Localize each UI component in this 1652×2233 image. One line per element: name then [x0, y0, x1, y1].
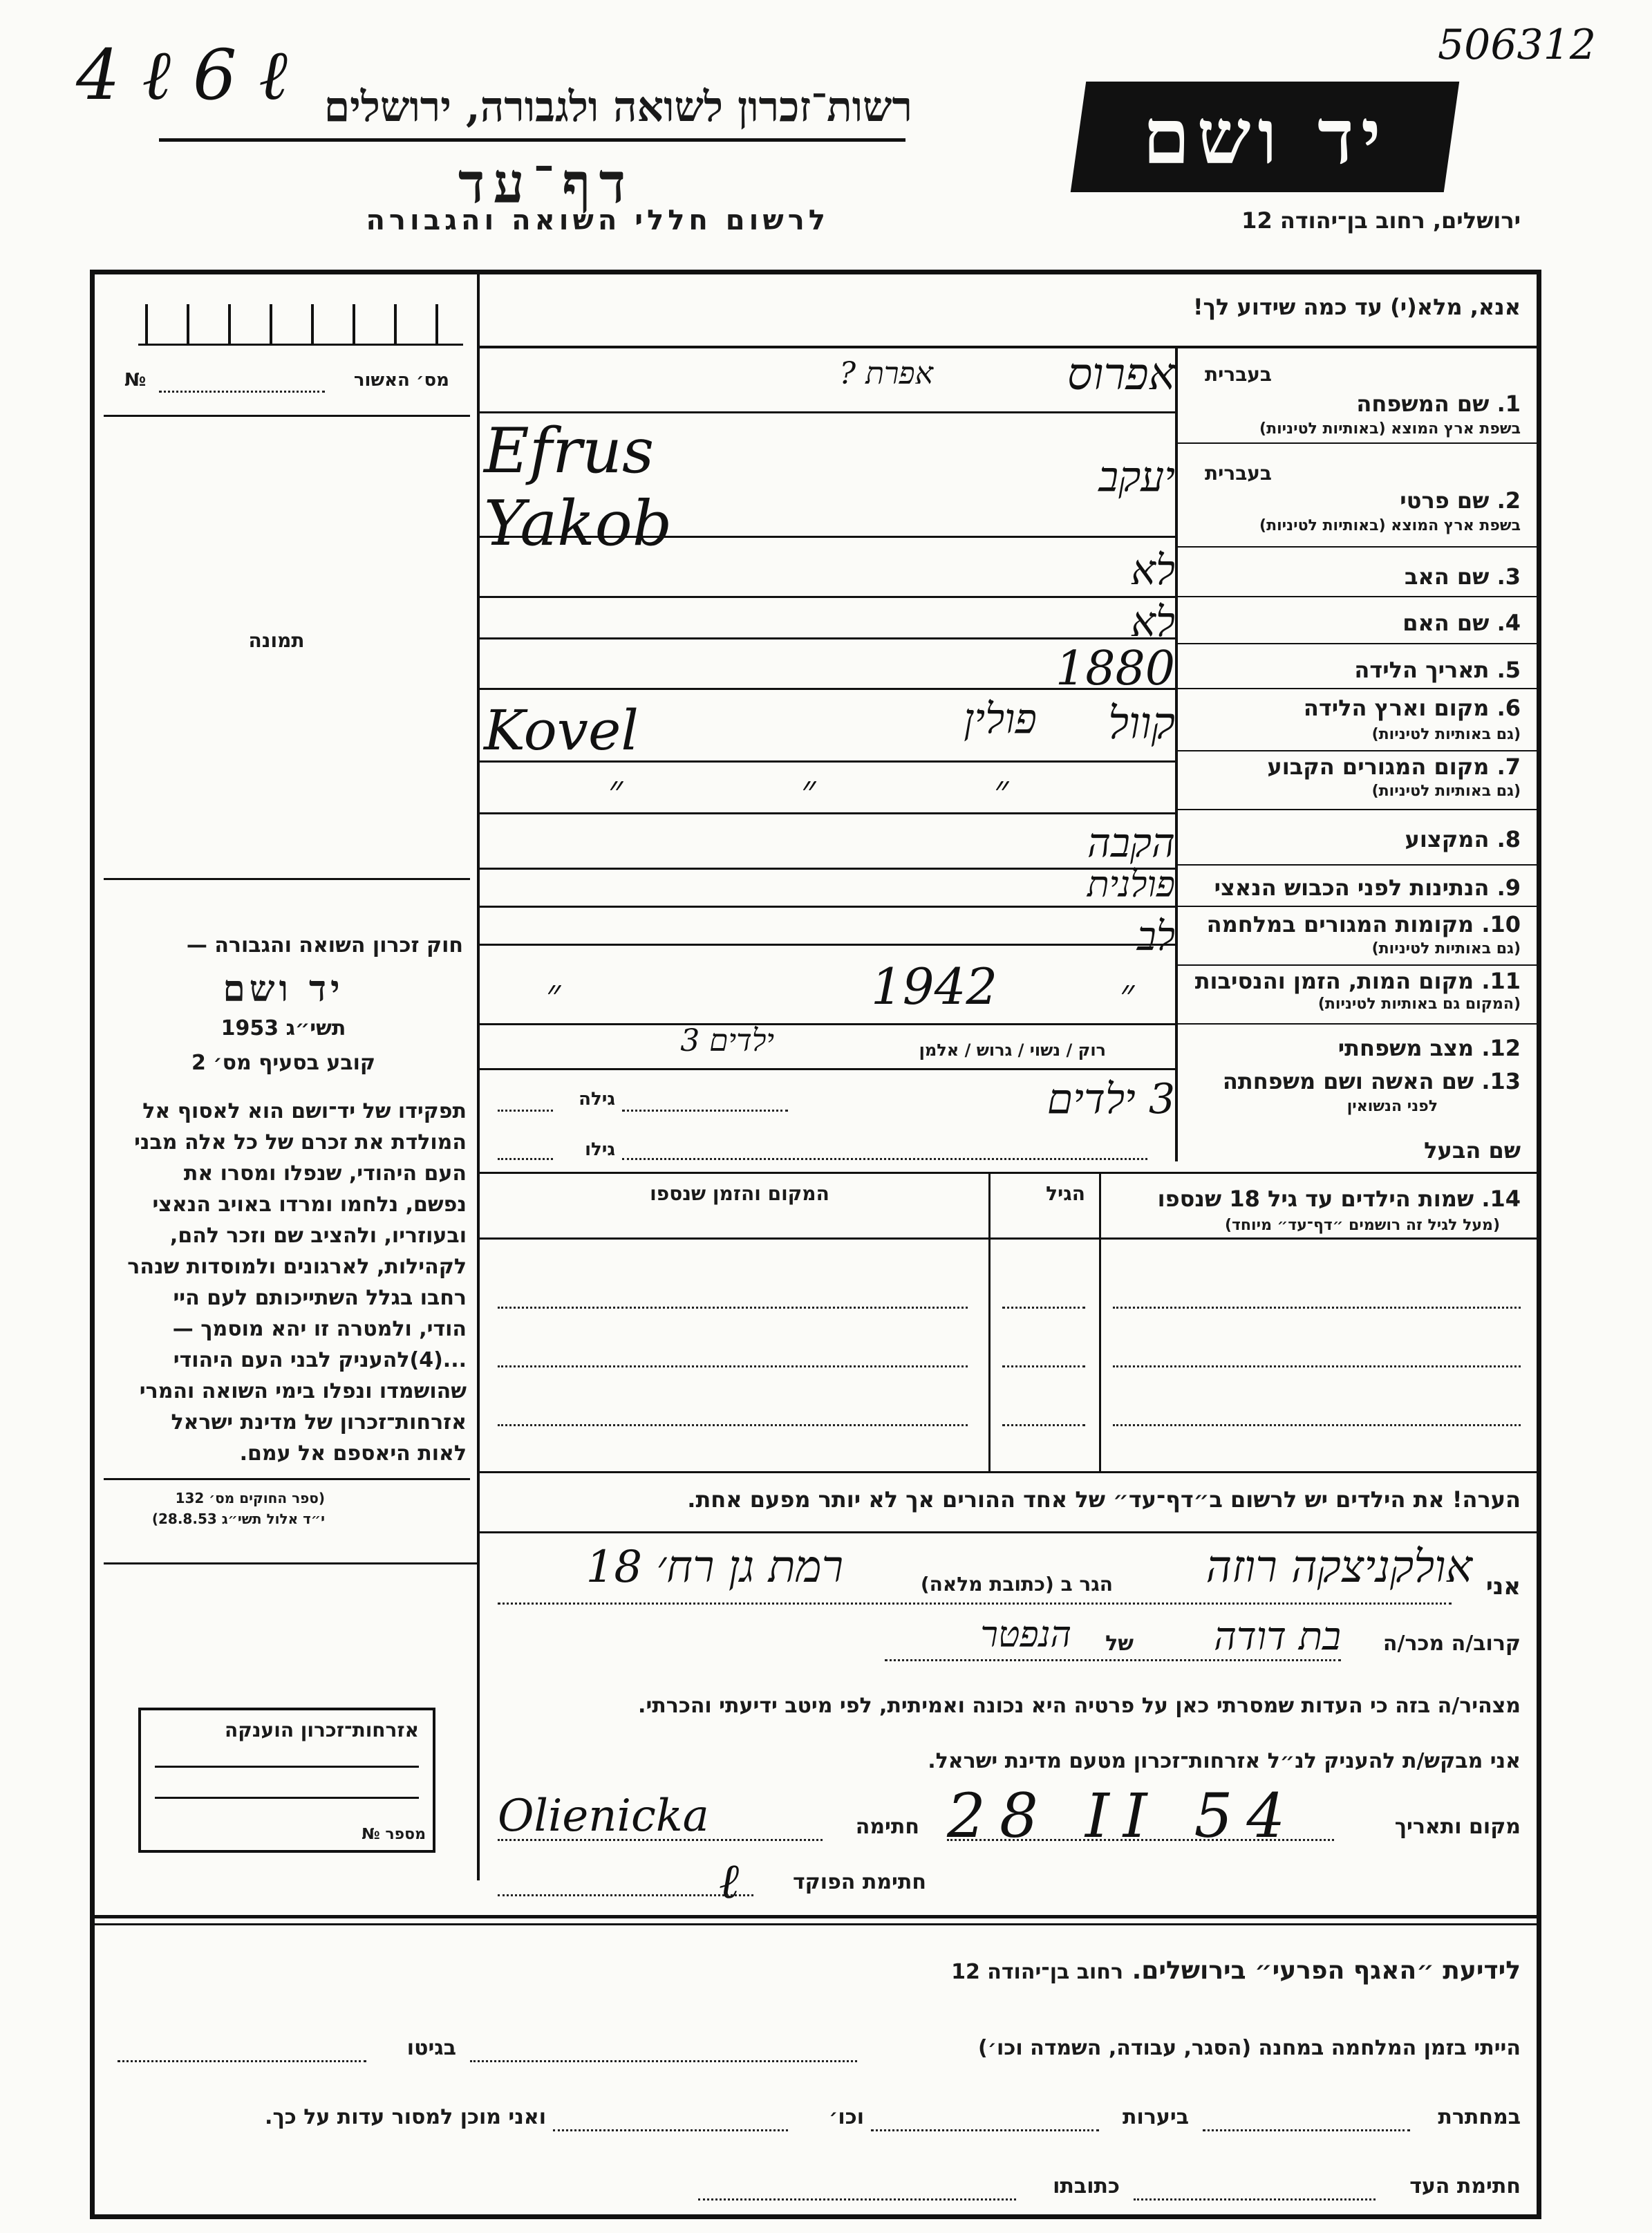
footer-line-1: הייתי בזמן המלחמה במחנה (הסגר, עבודה, השמדה וכו׳)	[978, 2036, 1521, 2060]
relation-value[interactable]: בת דודה	[1214, 1614, 1341, 1659]
child-age-field[interactable]	[1002, 1307, 1085, 1309]
label-row-line	[1175, 1023, 1541, 1025]
law-title: חוק זכרון השואה והגבורה —	[186, 933, 463, 957]
children-note: הערה! את הילדים יש לרשום ב״דף־עד״ של אחד ההורים אך לא יותר מפעם אחת.	[687, 1486, 1521, 1513]
footer-address: רחוב בן־יהודה 12	[951, 1960, 1124, 1984]
label-row-line	[1175, 864, 1541, 866]
law-text-line: ובעוזריו, ולהציב שם וזכר להם,	[169, 1224, 467, 1248]
law-text	[104, 1096, 467, 1469]
law-text-line: המולדת את זכרם של כל אלה מבני	[134, 1130, 467, 1155]
law-text-line: שהושמדו ונפלו בימי השואה והמרי	[139, 1379, 467, 1403]
wife-age-label: גילה	[579, 1089, 615, 1110]
field-13-sublabel: לפני הנשואין	[1346, 1098, 1438, 1115]
field-8-value[interactable]: הקבה	[1087, 819, 1175, 866]
field-7-label: 7. מקום המגורים הקבוע	[1267, 754, 1521, 780]
institution-underline	[159, 138, 905, 142]
children-col-divider	[988, 1174, 991, 1471]
field-10-label: 10. מקומות המגורים במלחמה	[1206, 911, 1521, 937]
registration-label: מס׳ האשור	[353, 370, 449, 391]
underground-field[interactable]	[1203, 2129, 1410, 2131]
field-4-label: 4. שם האם	[1402, 610, 1521, 636]
ready-text: ואני מוכן למסור עדות על כך.	[265, 2105, 546, 2129]
label-row-line	[1175, 809, 1541, 810]
field-6-city[interactable]: קוול	[1108, 698, 1175, 749]
child-age-field[interactable]	[1002, 1365, 1085, 1367]
form-title: דף־עד	[458, 151, 635, 216]
row-line	[480, 812, 1175, 814]
law-text-line: רחבו בגלל השתייכותם לעם היי	[173, 1286, 467, 1310]
hebrew-tag-2: בעברית	[1204, 462, 1272, 485]
children-age-header: הגיל	[1046, 1182, 1085, 1205]
declaration-i-label: אני	[1485, 1573, 1521, 1600]
photo-label: תמונה	[248, 629, 305, 652]
field-2-label: 2. שם פרטי	[1400, 487, 1521, 514]
field-13-value[interactable]: 3 ילדים	[1046, 1075, 1175, 1123]
footer-title	[691, 1956, 1521, 1985]
place-date-value[interactable]: 28 II 54	[947, 1780, 1299, 1851]
children-place-header: המקום והזמן שנספו	[650, 1182, 829, 1205]
law-name: יד ושם	[223, 968, 344, 1010]
institution-address: ירושלים, רחוב בן־יהודה 12	[1241, 207, 1521, 234]
field-2-hebrew-value[interactable]: יעקב	[1098, 453, 1175, 501]
hebrew-tag-1: בעברית	[1204, 363, 1272, 386]
law-year-hebrew: תשי״ג	[285, 1016, 346, 1040]
field-10-sublabel: (גם באותיות לטיניות)	[1371, 940, 1521, 957]
witness-signature-field[interactable]	[1134, 2198, 1376, 2201]
field-6-latin[interactable]: Kovel	[484, 698, 639, 763]
resident-label: הגר ב (כתובת מלאה)	[920, 1573, 1113, 1596]
registration-number-symbol: №	[124, 370, 147, 391]
label-row-line	[1175, 546, 1541, 548]
law-clause: קובע בסעיף מס׳ 2	[191, 1051, 376, 1075]
field-6-label: 6. מקום וארץ הלידה	[1303, 695, 1521, 721]
of-label: של	[1105, 1632, 1134, 1656]
footer-title-text: לידיעת ״האגף הפרעי״ בירושלים.	[1132, 1956, 1521, 1985]
witness-signature[interactable]: Olienicka	[498, 1791, 709, 1842]
row-line	[480, 906, 1175, 908]
place-date-line	[947, 1839, 1334, 1841]
child-place-field[interactable]	[498, 1424, 968, 1426]
field-14-sublabel: (מעל לגיל זה רושמים ״דף־עד״ מיוחד)	[1224, 1217, 1500, 1234]
field-9-value[interactable]: פולנית	[1087, 864, 1175, 906]
field-14-label: 14. שמות הילדים עד גיל 18 שנספו	[1157, 1186, 1521, 1212]
etc-label: וכו׳	[829, 2105, 864, 2129]
handwritten-archive-mark: 4 ℓ 6 ℓ	[76, 35, 288, 115]
photo-divider	[104, 878, 470, 880]
child-place-field[interactable]	[498, 1365, 968, 1367]
wife-name-field[interactable]	[622, 1110, 788, 1112]
label-column-divider	[1175, 346, 1178, 1161]
row-line	[480, 411, 1175, 413]
official-signature-label: חתימת הפוקד	[793, 1870, 926, 1894]
field-12-label: 12. מצב משפחתי	[1337, 1035, 1521, 1061]
child-name-field[interactable]	[1113, 1365, 1521, 1367]
yad-vashem-logo	[1071, 82, 1459, 192]
note-top-line	[480, 1471, 1541, 1473]
law-text-line: העם היהודי, שנפלו ומסרו את	[183, 1161, 467, 1186]
underground-label: במחתרת	[1438, 2105, 1521, 2129]
address-label: כתובתו	[1053, 2174, 1120, 2198]
law-year-number: 1953	[220, 1016, 279, 1040]
witness-line	[498, 1603, 1452, 1605]
citizenship-box-number: מספר №	[362, 1826, 426, 1843]
official-signature-line[interactable]	[498, 1894, 753, 1896]
field-1-label: 1. שם המשפחה	[1356, 391, 1521, 417]
ghetto-field[interactable]	[118, 2060, 366, 2062]
institution-name: רשות־זכרון לשואה ולגבורה, ירושלים	[323, 83, 912, 131]
child-age-field[interactable]	[1002, 1424, 1085, 1426]
field-11-year[interactable]: 1942	[871, 957, 998, 1016]
law-year	[104, 1016, 463, 1040]
field-5-label: 5. תאריך הלידה	[1354, 657, 1521, 683]
husband-age-label: גילו	[585, 1139, 615, 1160]
children-header-line	[480, 1237, 1541, 1240]
signature-label: חתימה	[855, 1815, 919, 1839]
witness-signature-label: חתימת העד	[1409, 2174, 1521, 2198]
declaration-text: מצהיר/ה בזה כי העדות שמסרתי כאן על פרטיה היא נכונה ואמיתית, לפי מיטב ידיעתי והכרתי.	[638, 1694, 1521, 1718]
footer-divider	[90, 1915, 1541, 1918]
official-signature-mark: ℓ	[719, 1853, 740, 1909]
intro-divider	[477, 346, 1541, 348]
request-text: אני מבקש/ת להעניק לנ״ל אזרחות־זכרון מטעם מדינת ישראל.	[928, 1749, 1521, 1773]
law-text-line: הודי, ולמטרה זו יהא מוסמך —	[172, 1317, 467, 1341]
field-11-ditto: ״	[1120, 971, 1135, 1016]
law-text-line: לקהילות, לארגונים ולמוסדות שנהר	[127, 1255, 467, 1279]
field-5-value[interactable]: 1880	[1055, 642, 1175, 696]
relation-line	[885, 1659, 1341, 1661]
citizenship-line	[155, 1766, 419, 1768]
field-10-value[interactable]: לב	[1136, 913, 1175, 960]
note-bottom-line	[480, 1531, 1541, 1533]
field-1-hebrew-value[interactable]: אפרוס	[1067, 349, 1175, 400]
citizenship-line	[155, 1797, 419, 1799]
law-reference-2: י״ד אלול תשי״ג 28.8.53)	[151, 1511, 325, 1527]
field-2-latin-value[interactable]: Yakob	[484, 487, 673, 560]
citizenship-box-title: אזרחות־זכרון הוענקה	[225, 1719, 419, 1741]
forests-label: ביערות	[1123, 2105, 1189, 2129]
field-1-sublabel: בשפת ארץ המוצא (באותיות לטיניות)	[1259, 420, 1521, 438]
field-11-ditto: ״	[546, 971, 561, 1016]
handwritten-document-number: 506312	[1438, 21, 1597, 69]
field-4-value[interactable]: לא	[1130, 598, 1175, 646]
law-text-line: נפשם, נלחמו ומרדו באויב הנאצי	[152, 1193, 467, 1217]
field-6-country[interactable]: פולין	[964, 695, 1037, 743]
children-col-divider	[1099, 1174, 1101, 1471]
field-7-value[interactable]: ״ ״ ״	[608, 767, 1009, 812]
camp-field[interactable]	[470, 2060, 857, 2062]
field-12-children[interactable]: ילדים 3	[680, 1023, 774, 1058]
law-reference-1: (ספר החוקים מס׳ 132	[175, 1490, 325, 1506]
field-8-label: 8. המקצוע	[1405, 826, 1521, 852]
child-name-field[interactable]	[1113, 1424, 1521, 1426]
of-value[interactable]: הנפטר	[980, 1614, 1071, 1656]
field-6-sublabel: (גם באותיות לטיניות)	[1371, 726, 1521, 743]
registration-tick-boxes	[97, 304, 470, 346]
place-date-label: מקום ותאריך	[1394, 1815, 1521, 1839]
field-11-label: 11. מקום המות, הזמן והנסיבות	[1194, 968, 1521, 994]
law-divider	[104, 1478, 470, 1480]
husband-age-field[interactable]	[498, 1158, 553, 1160]
logo-text: יד ושם	[1142, 92, 1388, 181]
field-3-label: 3. שם האב	[1404, 563, 1521, 590]
label-row-line	[1175, 906, 1541, 907]
registration-number-field[interactable]	[159, 391, 325, 393]
etc-field[interactable]	[553, 2129, 788, 2131]
forests-field[interactable]	[871, 2129, 1099, 2131]
left-column-divider	[477, 270, 480, 1880]
field-3-value[interactable]: לא	[1130, 546, 1175, 595]
field-7-sublabel: (גם באותיות לטיניות)	[1371, 783, 1521, 800]
label-row-line	[1175, 688, 1541, 689]
witness-name[interactable]: אולקניצקה רוזה	[1205, 1542, 1472, 1593]
field-11-sublabel: (המקום גם באותיות לטיניות)	[1317, 996, 1521, 1013]
label-row-line	[1175, 643, 1541, 644]
left-panel-bottom	[104, 1562, 477, 1564]
address-field[interactable]	[698, 2198, 1016, 2201]
law-text-line: תפקידו של יד־ושם הוא לאסוף אל	[142, 1099, 467, 1123]
footer-divider	[90, 1923, 1541, 1925]
citizenship-box	[138, 1708, 435, 1853]
field-13-label: 13. שם האשה ושם משפחתה	[1222, 1068, 1521, 1094]
law-text-line: ...(4)להעניק לבני העם היהודי	[173, 1348, 467, 1372]
intro-instruction: אנא, מלא(י) עד כמה שידוע לך!	[1192, 294, 1521, 320]
row-line	[480, 1068, 1175, 1070]
field-1-hebrew-annotation: אפרת ?	[839, 356, 933, 391]
child-name-field[interactable]	[1113, 1307, 1521, 1309]
child-place-field[interactable]	[498, 1307, 968, 1309]
field-1-latin-value[interactable]: Efrus	[484, 415, 655, 487]
label-row-line	[1175, 596, 1541, 597]
field-12-options[interactable]: רוק / נשוי / גרוש / אלמן	[919, 1040, 1106, 1060]
row-line	[480, 1023, 1175, 1025]
wife-age-field[interactable]	[498, 1110, 553, 1112]
field-9-label: 9. הנתינות לפני הכבוש הנאצי	[1214, 875, 1521, 901]
law-text-line: לאות היאספם אל עמם.	[239, 1441, 467, 1466]
row-line	[480, 1172, 1541, 1174]
label-row-line	[1175, 964, 1541, 966]
label-row-line	[1175, 442, 1541, 444]
law-text-line: אזרחות־זכרון של מדינת ישראל	[171, 1410, 467, 1435]
witness-address[interactable]: רמת גן רח׳ 18	[585, 1542, 843, 1593]
husband-label: שם הבעל	[1424, 1137, 1521, 1164]
label-row-line	[1175, 750, 1541, 751]
husband-name-field[interactable]	[622, 1158, 1147, 1160]
signature-line	[498, 1839, 823, 1841]
registration-divider	[104, 415, 470, 417]
form-subtitle: לרשום חללי השואה והגבורה	[366, 205, 829, 236]
relative-label: קרוב/ה מכר/ה	[1382, 1632, 1521, 1656]
field-2-sublabel: בשפת ארץ המוצא (באותיות לטיניות)	[1259, 517, 1521, 534]
ghetto-label: בגיטו	[406, 2036, 456, 2060]
